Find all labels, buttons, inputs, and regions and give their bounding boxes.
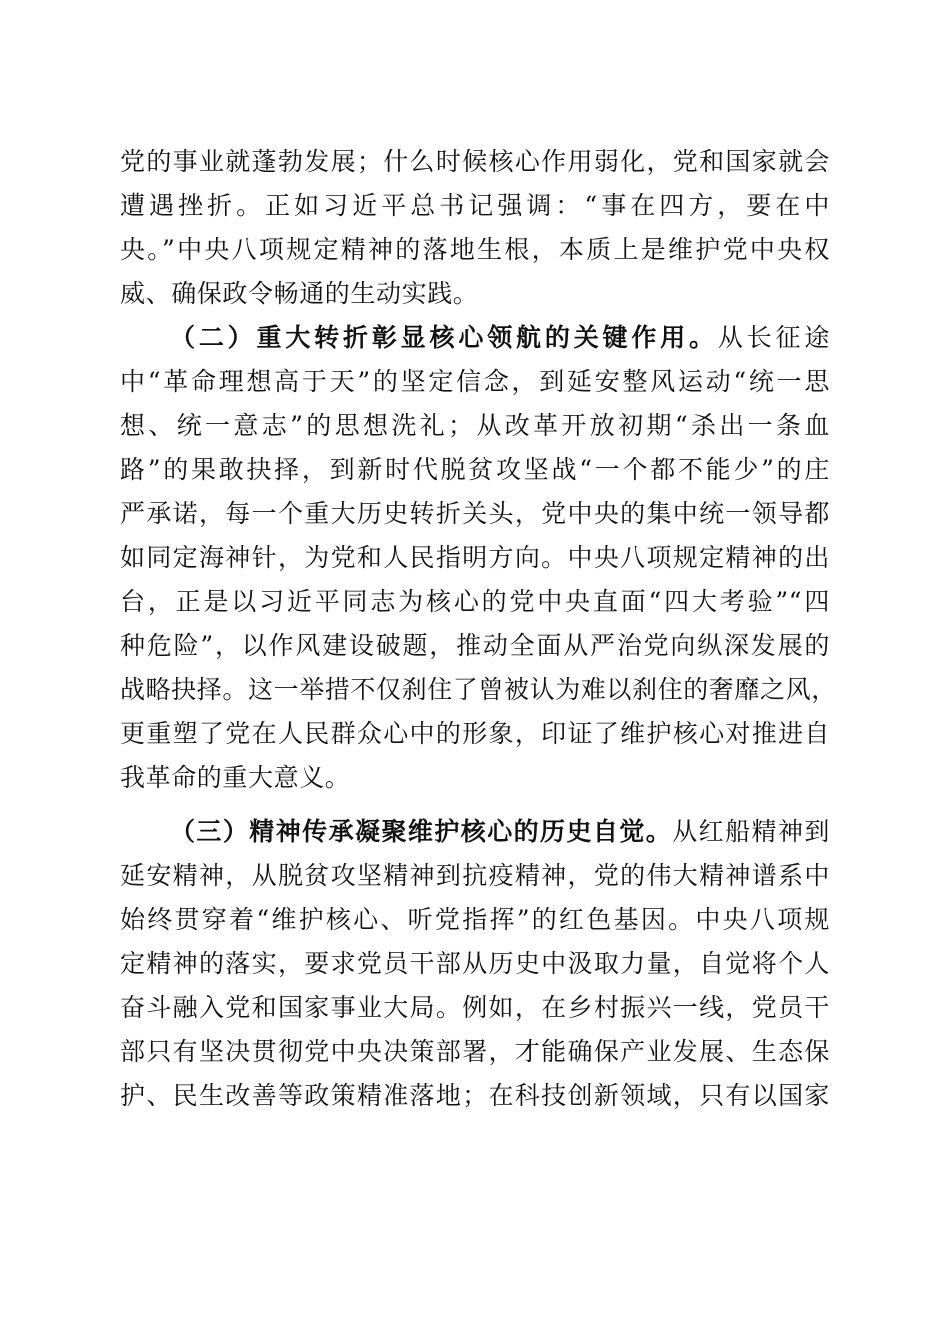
paragraph-first-line bbox=[120, 316, 830, 360]
paragraph-line: 遭遇挫折。正如习近平总书记强调：“事在四方，要在中 bbox=[120, 191, 830, 220]
paragraph-1 bbox=[120, 140, 830, 316]
paragraph-line: 种危险”，以作风建设破题，推动全面从严治党向纵深发展的 bbox=[120, 631, 830, 660]
section-heading-3: （三）精神传承凝聚维护核心的历史自觉。 bbox=[170, 817, 673, 846]
paragraph-line: 部只有坚决贯彻党中央决策部署，才能确保产业发展、生态保 bbox=[120, 1037, 830, 1066]
paragraph-line: 延安精神，从脱贫攻坚精神到抗疫精神，党的伟大精神谱系中 bbox=[120, 861, 830, 890]
paragraph-first-line bbox=[120, 810, 830, 854]
paragraph-line-text: 从长征途 bbox=[717, 323, 830, 352]
paragraph-line: 护、民生改善等政策精准落地；在科技创新领域，只有以国家 bbox=[120, 1081, 830, 1110]
paragraph-line: 我革命的重大意义。 bbox=[120, 763, 351, 792]
paragraph-line: 严承诺，每一个重大历史转折关头，党中央的集中统一领导都 bbox=[120, 499, 830, 528]
paragraph-line: 如同定海神针，为党和人民指明方向。中央八项规定精神的出 bbox=[120, 543, 830, 572]
paragraph-3 bbox=[120, 810, 830, 1118]
paragraph-line: 威、确保政令畅通的生动实践。 bbox=[120, 279, 479, 308]
paragraph-line: 始终贯穿着“维护核心、听党指挥”的红色基因。中央八项规 bbox=[120, 905, 830, 934]
paragraph-line: 更重塑了党在人民群众心中的形象，印证了维护核心对推进自 bbox=[120, 719, 830, 748]
section-heading-2: （二）重大转折彰显核心领航的关键作用。 bbox=[170, 323, 718, 352]
paragraph-line: 路”的果敢抉择，到新时代脱贫攻坚战“一个都不能少”的庄 bbox=[120, 455, 830, 484]
paragraph-line: 台，正是以习近平同志为核心的党中央直面“四大考验”“四 bbox=[120, 587, 830, 616]
paragraph-line: 想、统一意志”的思想洗礼；从改革开放初期“杀出一条血 bbox=[120, 411, 830, 440]
paragraph-line: 定精神的落实，要求党员干部从历史中汲取力量，自觉将个人 bbox=[120, 949, 830, 978]
paragraph-line-text: 从红船精神到 bbox=[672, 817, 830, 846]
paragraph-line: 奋斗融入党和国家事业大局。例如，在乡村振兴一线，党员干 bbox=[120, 993, 830, 1022]
paragraph-line: 党的事业就蓬勃发展；什么时候核心作用弱化，党和国家就会 bbox=[120, 147, 830, 176]
paragraph-line: 央。”中央八项规定精神的落地生根，本质上是维护党中央权 bbox=[120, 235, 830, 264]
paragraph-line: 中“革命理想高于天”的坚定信念，到延安整风运动“统一思 bbox=[120, 367, 830, 396]
paragraph-2 bbox=[120, 316, 837, 800]
paragraph-line: 战略抉择。这一举措不仅刹住了曾被认为难以刹住的奢靡之风， bbox=[120, 675, 837, 704]
